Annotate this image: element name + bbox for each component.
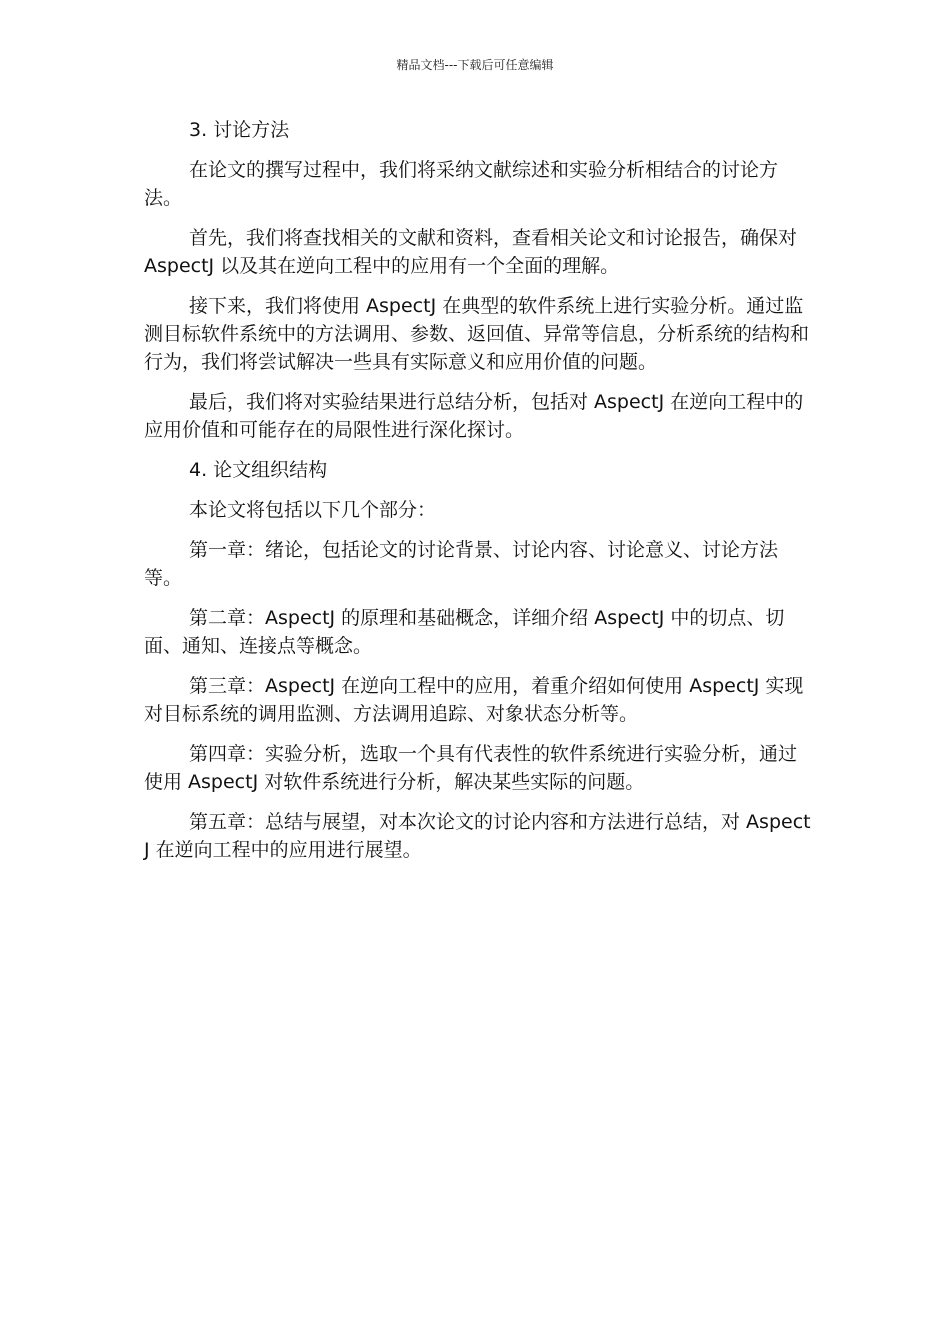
paragraph-experiment: 接下来，我们将使用 AspectJ 在典型的软件系统上进行实验分析。通过监测目标软件系统中的方法调用、参数、返回值、异常等信息，分析系统的结构和行为，我们将尝试解决一些具有实际意义和应用价值的问题。 bbox=[144, 295, 810, 373]
paragraph-structure-intro: 本论文将包括以下几个部分： bbox=[189, 499, 437, 521]
section-heading-discussion-method: 3. 讨论方法 bbox=[189, 119, 290, 141]
chapter-4-item: 第四章：实验分析，选取一个具有代表性的软件系统进行实验分析，通过使用 AspectJ 对软件系统进行分析，解决某些实际的问题。 bbox=[144, 743, 798, 793]
chapter-5-item: 第五章：总结与展望，对本次论文的讨论内容和方法进行总结，对 AspectJ 在逆向工程中的应用进行展望。 bbox=[144, 811, 811, 861]
paragraph-summary: 最后，我们将对实验结果进行总结分析，包括对 AspectJ 在逆向工程中的应用价值和可能存在的局限性进行深化探讨。 bbox=[144, 391, 804, 441]
chapter-3-item: 第三章：AspectJ 在逆向工程中的应用，着重介绍如何使用 AspectJ 实现对目标系统的调用监测、方法调用追踪、对象状态分析等。 bbox=[144, 675, 804, 725]
document-body bbox=[144, 116, 812, 876]
chapter-2-item: 第二章：AspectJ 的原理和基础概念，详细介绍 AspectJ 中的切点、切面、通知、连接点等概念。 bbox=[144, 607, 785, 657]
paragraph-literature: 首先，我们将查找相关的文献和资料，查看相关论文和讨论报告，确保对 AspectJ 以及其在逆向工程中的应用有一个全面的理解。 bbox=[144, 227, 798, 277]
chapter-1-item: 第一章：绪论，包括论文的讨论背景、讨论内容、讨论意义、讨论方法等。 bbox=[144, 539, 779, 589]
page-header: 精品文档---下载后可任意编辑 bbox=[396, 58, 554, 72]
paragraph-method-intro: 在论文的撰写过程中，我们将采纳文献综述和实验分析相结合的讨论方法。 bbox=[144, 159, 779, 209]
section-heading-structure: 4. 论文组织结构 bbox=[189, 459, 328, 481]
